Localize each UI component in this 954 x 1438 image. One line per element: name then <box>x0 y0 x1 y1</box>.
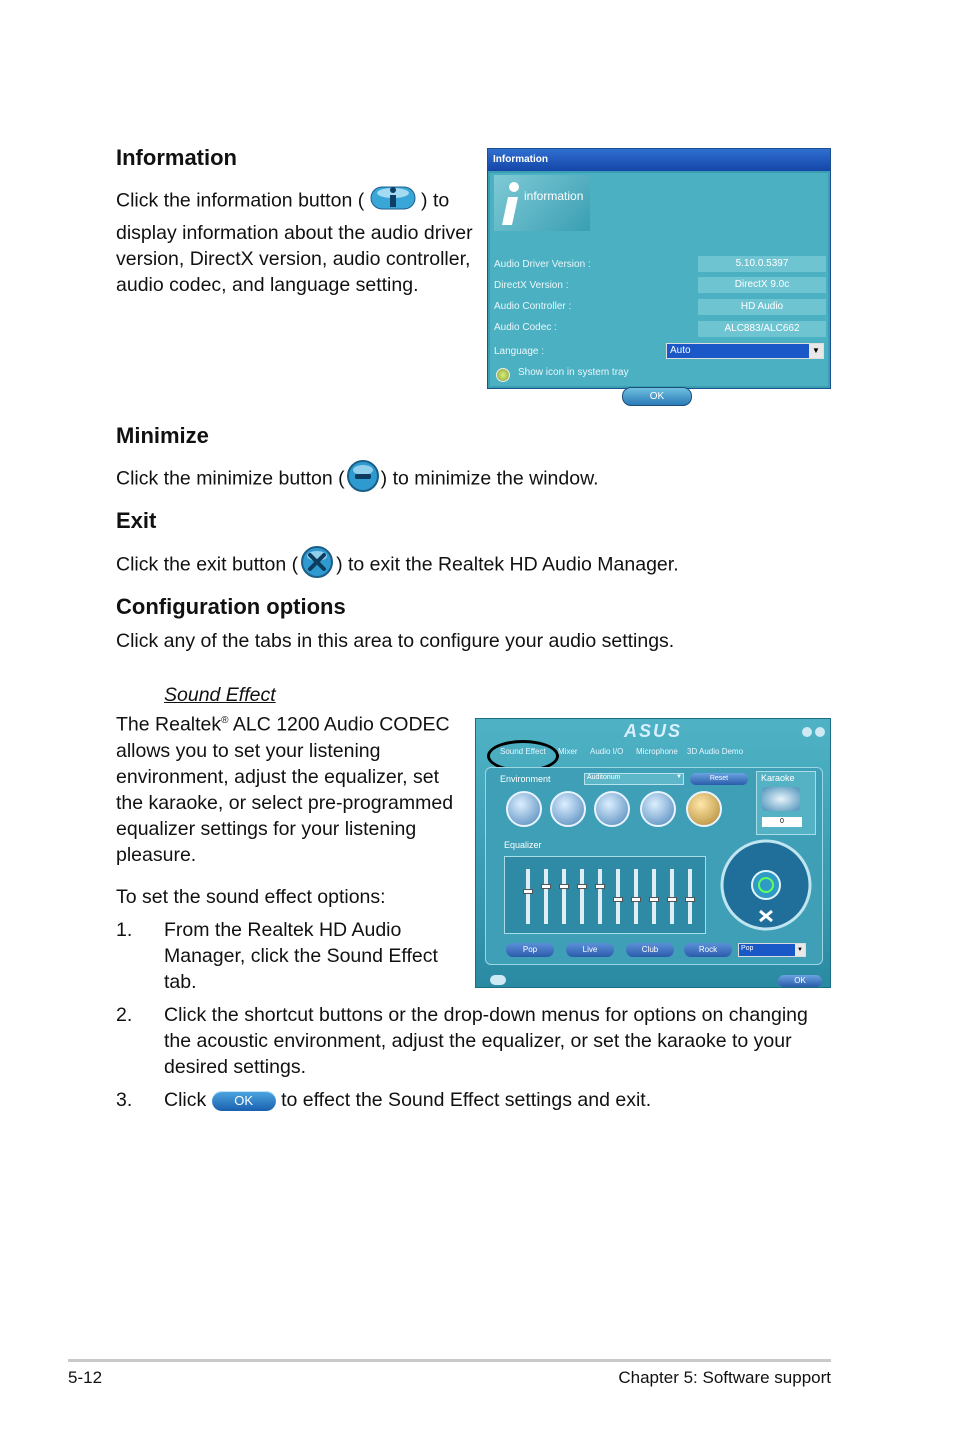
preset-rock-button[interactable]: Rock <box>684 943 732 957</box>
preset-live-button[interactable]: Live <box>566 943 614 957</box>
control-wheel[interactable] <box>720 839 812 931</box>
information-paragraph: Click the information button ( ) to display information about the audio driver version, DirectX version, audio controller, audio codec, and language setting. <box>116 183 486 298</box>
directx-version-label: DirectX Version : <box>494 280 569 291</box>
step-3-text: Click OK to effect the Sound Effect settings and exit. <box>164 1089 652 1111</box>
reset-button[interactable]: Reset <box>690 773 748 785</box>
info-i-icon <box>498 181 524 227</box>
preset-pop-button[interactable]: Pop <box>506 943 554 957</box>
steps-intro: To set the sound effect options: <box>116 886 386 908</box>
panel-close-icon[interactable] <box>815 727 825 737</box>
directx-version-value: DirectX 9.0c <box>698 277 826 293</box>
env-icon-4[interactable] <box>640 791 676 827</box>
config-paragraph: Click any of the tabs in this area to configure your audio settings. <box>116 630 675 652</box>
environment-select[interactable]: Auditorium ▼ <box>584 773 684 785</box>
minimize-icon <box>345 459 381 500</box>
tab-microphone[interactable]: Microphone <box>636 747 678 756</box>
tab-mixer[interactable]: Mixer <box>558 747 578 756</box>
karaoke-icon[interactable] <box>762 787 800 811</box>
information-heading: Information <box>116 145 237 170</box>
chevron-down-icon: ▼ <box>809 344 823 358</box>
ok-button-image: OK <box>212 1091 276 1111</box>
footer-rule <box>68 1359 831 1362</box>
tab-3d-audio-demo[interactable]: 3D Audio Demo <box>687 747 744 756</box>
panel-ok-button[interactable]: OK <box>778 975 822 987</box>
audio-controller-value: HD Audio <box>698 299 826 315</box>
tab-audio-io[interactable]: Audio I/O <box>590 747 624 756</box>
dialog-ok-button[interactable]: OK <box>622 387 692 406</box>
information-logo: information <box>494 175 590 231</box>
env-icon-3[interactable] <box>594 791 630 827</box>
environment-label: Environment <box>500 774 551 784</box>
chapter-title: Chapter 5: Software support <box>618 1368 831 1387</box>
env-icon-1[interactable] <box>506 791 542 827</box>
exit-paragraph: Click the exit button ( ) to exit the Realtek HD Audio Manager. <box>116 545 679 586</box>
asus-logo: ASUS <box>624 721 683 741</box>
exit-icon <box>298 545 336 586</box>
panel-info-icon[interactable] <box>490 975 506 985</box>
chevron-down-icon: ▼ <box>795 944 805 956</box>
karaoke-stepper[interactable]: 0 <box>762 817 802 827</box>
step-2-number: 2. <box>116 1004 133 1026</box>
audio-codec-value: ALC883/ALC662 <box>698 321 826 337</box>
panel-minimize-icon[interactable] <box>802 727 812 737</box>
eq-slider[interactable] <box>616 869 620 924</box>
karaoke-label: Karaoke <box>761 773 795 783</box>
eq-slider[interactable] <box>580 869 584 924</box>
step-1-text: From the Realtek HD Audio Manager, click the Sound Effect tab. <box>164 919 438 993</box>
eq-slider[interactable] <box>688 869 692 924</box>
minimize-paragraph: Click the minimize button ( ) to minimize the window. <box>116 459 599 500</box>
sound-effect-intro: The Realtek® ALC 1200 Audio CODEC allows you to set your listening environment, adjust the equalizer, set the karaoke, or select pre-programmed equalizer settings for your listening pleasure. <box>116 713 454 866</box>
exit-heading: Exit <box>116 508 157 533</box>
minimize-heading: Minimize <box>116 423 209 448</box>
equalizer-box <box>504 856 706 934</box>
driver-version-value: 5.10.0.5397 <box>698 256 826 272</box>
step-2-text: Click the shortcut buttons or the drop-down menus for options on changing the acoustic environment, adjust the equalizer, or set the karaoke to your desired settings. <box>164 1004 808 1078</box>
tray-label: Show icon in system tray <box>518 367 629 378</box>
sound-effect-panel <box>475 718 831 988</box>
sound-effect-subtitle: Sound Effect <box>164 684 276 706</box>
eq-slider[interactable] <box>544 869 548 924</box>
audio-codec-label: Audio Codec : <box>494 322 557 333</box>
audio-controller-label: Audio Controller : <box>494 301 572 312</box>
equalizer-label: Equalizer <box>504 840 542 850</box>
driver-version-label: Audio Driver Version : <box>494 259 591 270</box>
page-number: 5-12 <box>68 1368 103 1387</box>
eq-slider[interactable] <box>598 869 602 924</box>
tab-sound-effect[interactable]: Sound Effect <box>500 747 546 756</box>
language-label: Language : <box>494 346 545 357</box>
env-icon-5[interactable] <box>686 791 722 827</box>
eq-slider[interactable] <box>670 869 674 924</box>
preset-select[interactable]: Pop ▼ <box>738 943 806 957</box>
eq-slider[interactable] <box>634 869 638 924</box>
eq-slider[interactable] <box>526 869 530 924</box>
tray-radio[interactable] <box>496 368 510 382</box>
chevron-down-icon: ▼ <box>676 774 682 780</box>
config-heading: Configuration options <box>116 594 346 619</box>
step-1-number: 1. <box>116 919 133 941</box>
env-icon-2[interactable] <box>550 791 586 827</box>
eq-slider[interactable] <box>652 869 656 924</box>
information-dialog <box>487 148 831 402</box>
step-3-number: 3. <box>116 1089 133 1111</box>
information-button-icon <box>370 183 416 220</box>
preset-club-button[interactable]: Club <box>626 943 674 957</box>
language-select[interactable]: Auto ▼ <box>666 343 824 359</box>
dialog-title: Information <box>488 149 830 171</box>
eq-slider[interactable] <box>562 869 566 924</box>
